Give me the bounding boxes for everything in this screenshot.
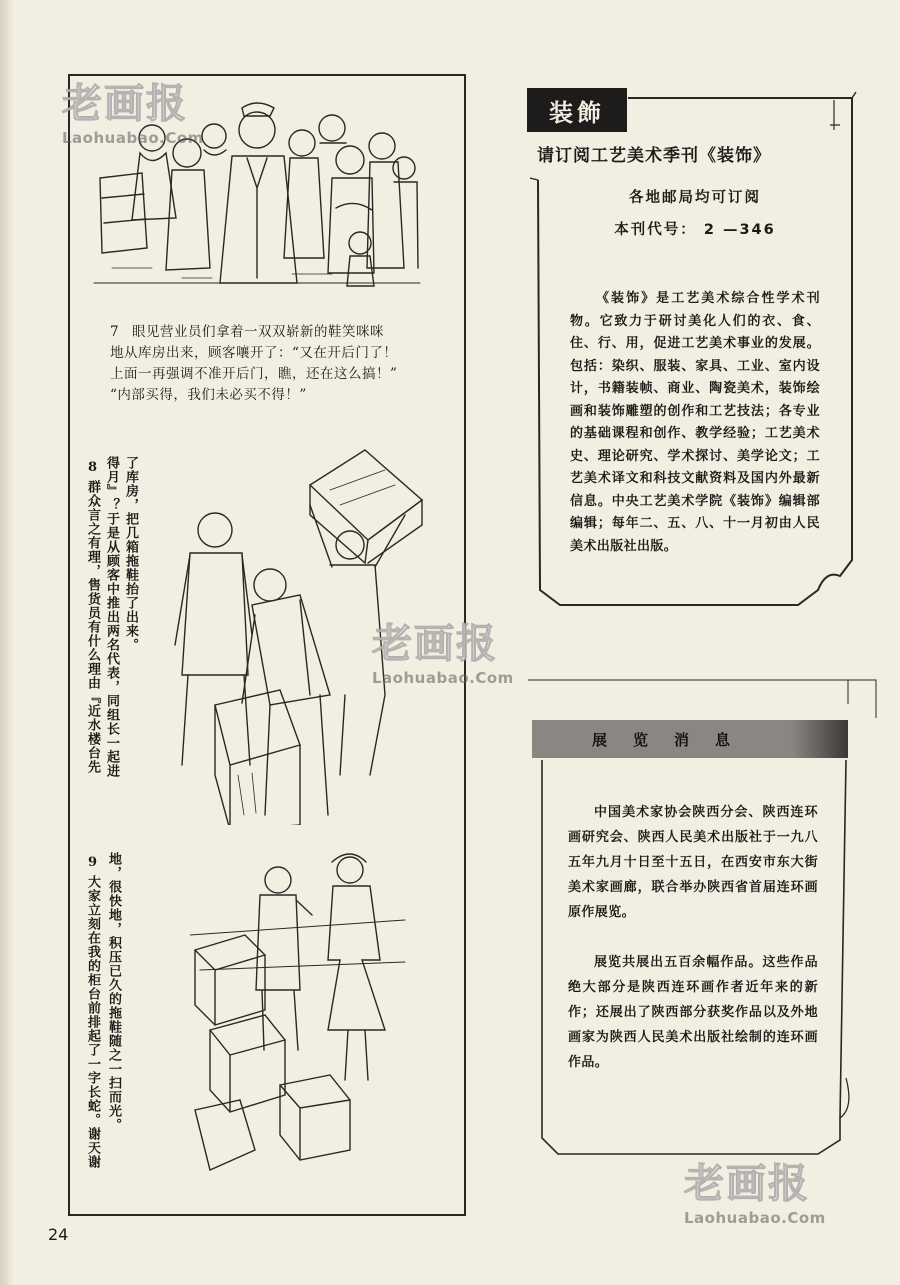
watermark-logo: 老画报 (372, 621, 498, 667)
panel7-line: “内部买得，我们未必买不得！” (110, 387, 307, 403)
panel8-column-3: 了库房，把几箱拖鞋抬了出来。 (123, 456, 138, 652)
watermark-logo: 老画报 (62, 81, 188, 127)
watermark (372, 612, 514, 687)
news-title: 展览消息 (592, 730, 757, 749)
panel7-line: 眼见营业员们拿着一双双崭新的鞋笑咪咪 (132, 324, 384, 340)
ad-description: 《装饰》是工艺美术综合性学术刊物。它致力于研讨美化人们的衣、食、住、行、用，促进工艺美术事业的发展。包括：染织、服装、家具、工业、室内设计，书籍装帧、商业、陶瓷美术，装饰绘画和装饰雕塑的创作和工艺技法；各专业的基础课程和创作、教学经验；工艺美术史、理论研究、学术探讨、美学论文；工艺美术译文和科技文献资料及国内外最新信息。中央工艺美术学院《装饰》编辑部编辑；每年二、五、八、十一月初由人民美术出版社出版。 (570, 291, 820, 554)
news-title-bar (532, 720, 848, 758)
watermark-logo: 老画报 (684, 1161, 810, 1207)
panel7-caption (110, 322, 440, 406)
watermark-url: Laohuabao.Com (62, 129, 204, 147)
panel8-number: 8 (88, 460, 98, 475)
panel8-column-1: 群众言之有理，售货员有什么理由『近水楼台先 (85, 480, 100, 774)
ad-issue-code: 本刊代号： 2 —346 (614, 222, 776, 238)
panel9-column-2: 地，很快地，积压已久的拖鞋随之一扫而光。 (106, 852, 121, 1132)
zhuangshi-logo: 装飾 (527, 88, 627, 132)
watermark-url: Laohuabao.Com (372, 669, 514, 687)
panel7-line: 上面一再强调不准开后门，瞧，还在这么搞！” (110, 366, 398, 382)
news-paragraph-2: 展览共展出五百余幅作品。这些作品绝大部分是陕西连环画作者近年来的新作；还展出了陕西部分获奖作品以及外地画家为陕西人民美术出版社绘制的连环画作品。 (568, 955, 818, 1070)
ad-headline: 请订阅工艺美术季刊《装饰》 (537, 146, 771, 166)
watermark (62, 72, 204, 147)
watermark (684, 1152, 826, 1227)
panel8-column-2: 得月』？于是从顾客中推出两名代表，同组长一起进 (104, 456, 119, 778)
panel7-line: 地从库房出来，顾客嚷开了：“又在开后门了！ (110, 345, 398, 361)
panel9-number: 9 (88, 855, 98, 870)
panel9-illustration (190, 850, 420, 1180)
news-paragraph-1: 中国美术家协会陕西分会、陕西连环画研究会、陕西人民美术出版社于一九八五年九月十日至十五日，在西安市东大街美术家画廊，联合举办陕西省首届连环画原作展览。 (568, 805, 818, 920)
panel7-number: 7 (110, 324, 120, 340)
ad-subscription-note: 各地邮局均可订阅 (629, 190, 761, 206)
watermark-url: Laohuabao.Com (684, 1209, 826, 1227)
page-edge-shadow (0, 0, 14, 1285)
panel9-column-1: 大家立刻在我的柜台前排起了一字长蛇。谢天谢 (85, 875, 100, 1169)
page-number: 24 (48, 1225, 69, 1244)
